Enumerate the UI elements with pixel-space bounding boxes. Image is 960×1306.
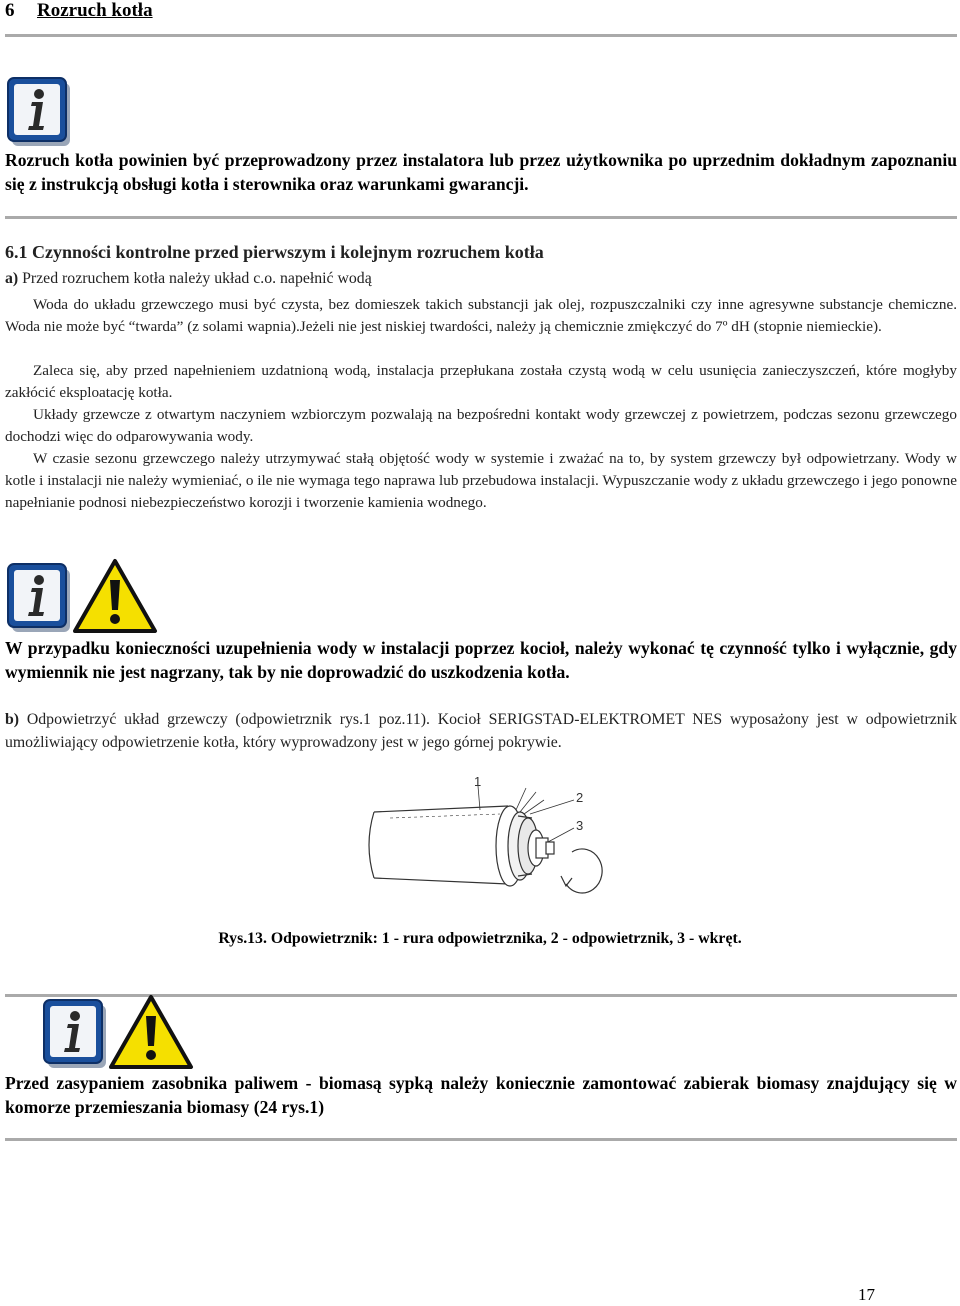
info-icon [6,76,72,148]
paragraph-open-vessel [5,404,957,448]
warning-biomass-note: Przed zasypaniem zasobnika paliwem - biomasą sypką należy koniecznie zamontować zabierak biomasy znajdujący się w komorze przemieszania biomasy (24 rys.1) [5,1073,957,1117]
step-a-marker: a) [5,270,19,287]
paragraph-flushing [5,360,957,404]
step-b-marker: b) [5,711,20,728]
figure-label-2: 2 [576,790,584,805]
figure-label-3: 3 [576,818,584,833]
paragraph-text: Układy grzewcze z otwartym naczyniem wzbiorczym pozwalają na bezpośredni kontakt wody grzewczej z powietrzem, podczas sezonu grzewczego dochodzi więc do odparowywania wody. [5,406,957,445]
figure-caption: Rys.13. Odpowietrznik: 1 - rura odpowietrznika, 2 - odpowietrznik, 3 - wkręt. [218,930,742,947]
section-title [5,0,153,22]
paragraph-text: Woda do układu grzewczego musi być czysta, bez domieszek takich substancji jak olej, rozpuszczalniki czy inne agresywne substancje chemiczne. Woda nie może być “twarda” (z solami wapnia).Jeżeli nie jest niskiej twardości, należy ją chemicznie zmiękczyć do 7º dH (stopnie niemieckie). [5,296,957,335]
air-vent-figure [360,772,620,900]
paragraph-text: W czasie sezonu grzewczego należy utrzymywać stałą objętość wody w systemie i zważać na to, by system grzewczy był odpowietrzany. Wody w kotle i instalacji nie należy wymieniać, o ile nie wymaga tego naprawa lub przebudowa instalacji. Wypuszczanie wody z układu grzewczego i jego ponowne napełnianie podnosi niebezpieczeństwo korozji i tworzenie kamienia wodnego. [5,450,957,511]
step-b-text: Odpowietrzyć układ grzewczy (odpowietrznik rys.1 poz.11). Kocioł SERIGSTAD-ELEKTROMET NES wyposażony jest w odpowietrznik umożliwiający odpowietrzenie kotła, który wyprowadzony jest w jego górnej pokrywie. [5,711,957,751]
paragraph-water-quality [5,294,957,338]
page-number: 17 [858,1285,875,1304]
step-b [5,708,957,754]
figure-label-1: 1 [474,774,482,789]
paragraph-water-volume [5,448,957,513]
section-title-text: Rozruch kotła [37,0,153,21]
divider [5,34,957,37]
intro-note: Rozruch kotła powinien być przeprowadzony przez instalatora lub przez użytkownika po uprzednim dokładnym zapoznaniu się z instrukcją obsługi kotła i sterownika oraz warunkami gwarancji. [5,150,957,194]
step-a [5,270,372,288]
warning-icon [108,994,194,1070]
step-a-text: Przed rozruchem kotła należy układ c.o. napełnić wodą [18,270,372,287]
paragraph-text: Zaleca się, aby przed napełnieniem uzdatnioną wodą, instalacja przepłukana została czystą wodą w celu usunięcia zanieczyszczeń, które mogłyby zakłócić eksploatację kotła. [5,362,957,401]
section-number: 6 [5,0,15,21]
divider [5,216,957,219]
info-icon [42,998,108,1070]
info-icon [6,562,72,634]
subsection-title: 6.1 Czynności kontrolne przed pierwszym i kolejnym rozruchem kotła [5,242,544,262]
warning-refill-note: W przypadku konieczności uzupełnienia wody w instalacji poprzez kocioł, należy wykonać tę czynność tylko i wyłącznie, gdy wymiennik nie jest nagrzany, tak by nie doprowadzić do uszkodzenia kotła. [5,638,957,682]
warning-icon [72,558,158,634]
divider [5,1138,957,1141]
